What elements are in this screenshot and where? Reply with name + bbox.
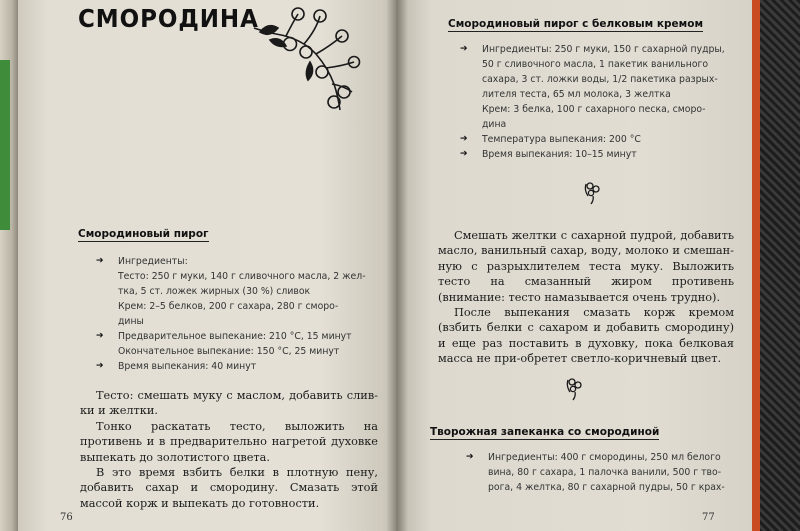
page-number: 76 bbox=[60, 512, 73, 523]
list-item: тка, 5 ст. ложек жирных (30 %) сливок bbox=[118, 286, 311, 297]
list-item: сахара, 3 ст. ложки воды, 1/2 пакетика разрых- bbox=[482, 74, 718, 85]
background-right bbox=[750, 0, 800, 531]
list-item: ➔ Ингредиенты: bbox=[96, 256, 188, 267]
list-item: дины bbox=[118, 316, 144, 327]
recipe-title: Смородиновый пирог с белковым кремом bbox=[448, 18, 704, 30]
floral-ornament-icon bbox=[564, 376, 586, 402]
background-book-spine bbox=[0, 60, 10, 230]
arrow-bullet-icon: ➔ bbox=[460, 44, 468, 54]
instruction-paragraph: Смешать желтки с сахарной пудрой, добавить масло, ванильный сахар, воду, молоко и смешан-ную с разрыхлителем теста муку. Выложить тесто на смазанный жиром противень (внимание: тесто намазывается очень трудно). bbox=[438, 229, 734, 304]
recipe-instructions bbox=[80, 388, 378, 511]
instruction-paragraph: Тонко раскатать тесто, выложить на противень и в предварительно нагретой духовке выпекать до золотистого цвета. bbox=[80, 419, 378, 464]
list-item: ➔ Время выпекания: 40 минут bbox=[96, 361, 257, 372]
list-item: Крем: 3 белка, 100 г сахарного песка, сморо- bbox=[482, 104, 706, 115]
arrow-bullet-icon: ➔ bbox=[466, 452, 474, 462]
list-item: Окончательное выпекание: 150 °C, 25 минут bbox=[118, 346, 340, 357]
background-left bbox=[0, 0, 20, 531]
list-item: ➔ Температура выпекания: 200 °C bbox=[460, 134, 641, 145]
ingredients-list bbox=[466, 450, 736, 495]
arrow-bullet-icon: ➔ bbox=[96, 331, 104, 341]
list-item: ➔ Предварительное выпекание: 210 °C, 15 минут bbox=[96, 331, 352, 342]
page-number: 77 bbox=[702, 512, 715, 523]
instruction-paragraph: В это время взбить белки в плотную пену, добавить сахар и смородину. Смазать этой массой корж и выпекать до готовности. bbox=[80, 466, 378, 510]
ingredients-list bbox=[460, 42, 730, 162]
list-item: ➔ Время выпекания: 10–15 минут bbox=[460, 149, 637, 160]
arrow-bullet-icon: ➔ bbox=[96, 361, 104, 371]
list-item: ➔ Ингредиенты: 250 г муки, 150 г сахарной пудры, bbox=[460, 44, 725, 55]
recipe-title: Смородиновый пирог bbox=[78, 228, 209, 240]
recipe2-title: Творожная запеканка со смородиной bbox=[430, 426, 660, 438]
arrow-bullet-icon: ➔ bbox=[460, 149, 468, 159]
ingredients-list bbox=[96, 254, 366, 374]
currant-branch-icon bbox=[246, 6, 366, 116]
right-page bbox=[396, 0, 752, 531]
floral-ornament-icon bbox=[582, 180, 604, 206]
instruction-paragraph: Тесто: смешать муку с маслом, добавить слив-ки и желтки. bbox=[80, 389, 378, 418]
instruction-paragraph: После выпекания смазать корж кремом (взбить белки с сахаром и добавить смородину) и еще раз поставить в духовку, пока белковая масса не при-обретет светло-коричневый цвет. bbox=[438, 306, 734, 366]
list-item: дина bbox=[482, 119, 507, 130]
list-item: рога, 4 желтка, 80 г сахарной пудры, 50 г крах- bbox=[488, 482, 725, 493]
arrow-bullet-icon: ➔ bbox=[460, 134, 468, 144]
list-item: лителя теста, 65 мл молока, 3 желтка bbox=[482, 89, 671, 100]
left-page bbox=[18, 0, 396, 531]
list-item: 50 г сливочного масла, 1 пакетик ванильного bbox=[482, 59, 709, 70]
list-item: ➔ Ингредиенты: 400 г смородины, 250 мл белого bbox=[466, 452, 721, 463]
book-gutter bbox=[386, 0, 408, 531]
chapter-title: СМОРОДИНА bbox=[78, 4, 259, 33]
list-item: вина, 80 г сахара, 1 палочка ванили, 500 г тво- bbox=[488, 467, 722, 478]
list-item: Крем: 2–5 белков, 200 г сахара, 280 г сморо- bbox=[118, 301, 339, 312]
list-item: Тесто: 250 г муки, 140 г сливочного масла, 2 жел- bbox=[118, 271, 366, 282]
recipe-instructions bbox=[438, 228, 734, 367]
arrow-bullet-icon: ➔ bbox=[96, 256, 104, 266]
